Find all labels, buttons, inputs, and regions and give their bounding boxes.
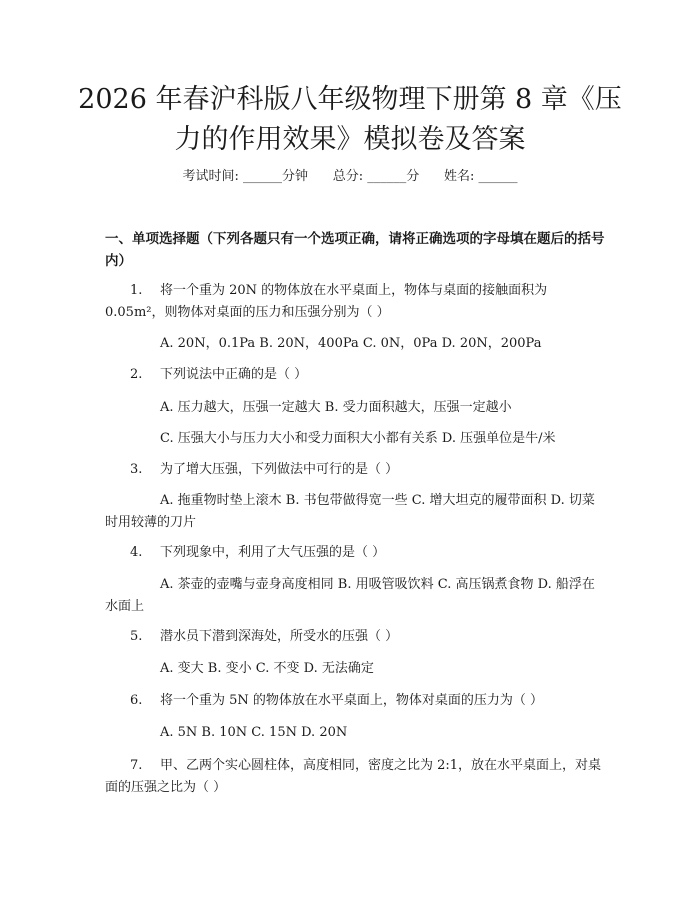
question-number: 7. bbox=[130, 758, 143, 773]
question-5 bbox=[105, 626, 605, 648]
question-text: 下列说法中正确的是（ ） bbox=[160, 367, 308, 382]
question-7 bbox=[105, 755, 605, 799]
question-6-options bbox=[105, 722, 605, 744]
title-line-1: 2026 年春沪科版八年级物理下册第 8 章《压 bbox=[78, 84, 622, 115]
question-2-options-a bbox=[105, 397, 605, 419]
section-heading: 一、单项选择题（下列各题只有一个选项正确，请将正确选项的字母填在题后的括号内） bbox=[105, 231, 605, 269]
question-number: 6. bbox=[130, 693, 143, 708]
document-title bbox=[60, 80, 640, 160]
options-line: A. 变大 B. 变小 C. 不变 D. 无法确定 bbox=[160, 661, 374, 676]
question-number: 2. bbox=[130, 367, 143, 382]
exam-meta: 考试时间: ______分钟 总分: ______分 姓名: ______ bbox=[182, 169, 518, 184]
question-1 bbox=[105, 280, 605, 324]
title-line-2: 力的作用效果》模拟卷及答案 bbox=[174, 124, 526, 155]
question-text: 为了增大压强，下列做法中可行的是（ ） bbox=[160, 462, 399, 477]
options-line: A. 压力越大，压强一定越大 B. 受力面积越大，压强一定越小 bbox=[160, 400, 512, 415]
question-text: 将一个重为 20N 的物体放在水平桌面上，物体与桌面的接触面积为 0.05m²，则物体对桌面的压力和压强分别为（ ） bbox=[105, 283, 548, 320]
question-3-options bbox=[105, 490, 605, 534]
options-line: A. 20N，0.1Pa B. 20N，400Pa C. 0N，0Pa D. 20N，200Pa bbox=[160, 336, 542, 351]
options-line: A. 拖重物时垫上滚木 B. 书包带做得宽一些 C. 增大坦克的履带面积 D. 切菜时用较薄的刀片 bbox=[105, 493, 595, 530]
question-number: 1. bbox=[130, 283, 143, 298]
question-3 bbox=[105, 459, 605, 481]
question-text: 将一个重为 5N 的物体放在水平桌面上，物体对桌面的压力为（ ） bbox=[160, 693, 544, 708]
question-4 bbox=[105, 542, 605, 564]
question-1-options bbox=[105, 333, 605, 355]
question-5-options bbox=[105, 658, 605, 680]
question-2 bbox=[105, 364, 605, 386]
options-line: A. 茶壶的壶嘴与壶身高度相同 B. 用吸管吸饮料 C. 高压锅煮食物 D. 船浮在水面上 bbox=[105, 577, 595, 614]
options-line: C. 压强大小与压力大小和受力面积大小都有关系 D. 压强单位是牛/米 bbox=[160, 431, 556, 446]
options-line: A. 5N B. 10N C. 15N D. 20N bbox=[160, 725, 348, 740]
question-2-options-b bbox=[105, 428, 605, 450]
question-4-options bbox=[105, 574, 605, 618]
question-text: 甲、乙两个实心圆柱体，高度相同，密度之比为 2:1，放在水平桌面上，对桌面的压强之比为（ ） bbox=[105, 758, 602, 795]
question-text: 下列现象中，利用了大气压强的是（ ） bbox=[160, 545, 386, 560]
question-6 bbox=[105, 690, 605, 712]
question-number: 3. bbox=[130, 462, 143, 477]
question-number: 5. bbox=[130, 629, 143, 644]
question-number: 4. bbox=[130, 545, 143, 560]
question-text: 潜水员下潜到深海处，所受水的压强（ ） bbox=[160, 629, 399, 644]
